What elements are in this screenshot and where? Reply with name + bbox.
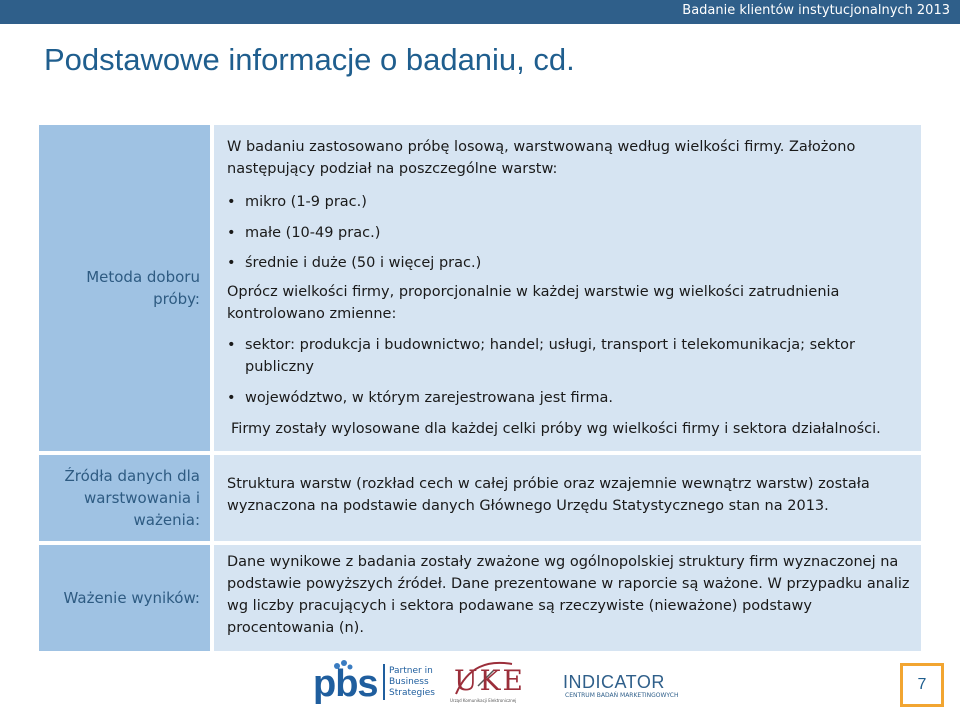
survey-title: Badanie klientów instytucjonalnych 2013 — [682, 3, 950, 18]
sources-label: Źródła danych dla warstwowania i ważenia: — [64, 467, 200, 529]
sources-text: Struktura warstw (rozkład cech w całej próbie oraz wzajemnie wewnątrz warstw) została wyznaczona na podstawie danych Głównego Urzędu Statystycznego stan na 2013. — [227, 476, 870, 514]
uke-logo: UKE Urząd Komunikacji Elektronicznej — [448, 656, 520, 704]
row-label-weighting — [39, 545, 210, 651]
method-label: Metoda doboru próby: — [86, 268, 200, 308]
row-label-sources — [39, 455, 210, 541]
row-label-method — [39, 125, 210, 451]
footer-logos — [0, 652, 960, 707]
control-intro: Oprócz wielkości firmy, proporcjonalnie w każdej warstwie wg wielkości zatrudnienia kontrolowano zmienne: — [227, 284, 840, 322]
list-item: • sektor: produkcja i budownictwo; handel; usługi, transport i telekomunikacja; sektor publiczny — [227, 337, 856, 375]
pbs-logo: pbs Partner in Business Strategies — [313, 658, 443, 704]
page-title: Podstawowe informacje o badaniu, cd. — [44, 42, 575, 77]
top-bar — [0, 0, 960, 24]
method-closing: Firmy zostały wylosowane dla każdej celki próby wg wielkości firmy i sektora działalności. — [231, 421, 881, 437]
indicator-logo: INDICATOR CENTRUM BADAŃ MARKETINGOWYCH — [563, 672, 679, 699]
weighting-label: Ważenie wyników: — [63, 589, 200, 607]
page-number: 7 — [900, 663, 944, 707]
weighting-text: Dane wynikowe z badania zostały zważone wg ogólnopolskiej struktury firm wyznaczonej na podstawie powyższych źródeł. Dane prezentowane w raporcie są ważone. W przypadku analiz wg liczby pracujących i sektora podawane są rzeczywiste (nieważone) podstawy procentowania (n). — [227, 554, 910, 636]
method-intro: W badaniu zastosowano próbę losową, warstwowaną według wielkości firmy. Założono następujący podział na poszczególne warstw: — [227, 139, 856, 177]
